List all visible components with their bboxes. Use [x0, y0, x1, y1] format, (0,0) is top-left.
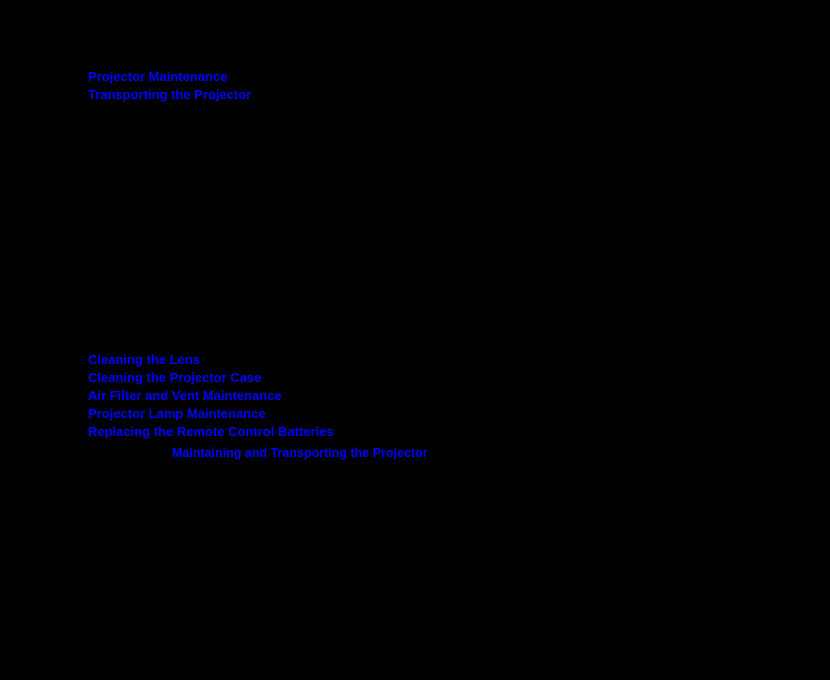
- link-transporting-the-projector[interactable]: Transporting the Projector: [88, 87, 252, 102]
- link-projector-lamp-maintenance[interactable]: Projector Lamp Maintenance: [88, 406, 266, 421]
- link-replacing-the-remote-control-batteries[interactable]: Replacing the Remote Control Batteries: [88, 424, 334, 439]
- link-air-filter-and-vent-maintenance[interactable]: Air Filter and Vent Maintenance: [88, 388, 282, 403]
- link-cleaning-the-projector-case[interactable]: Cleaning the Projector Case: [88, 370, 262, 385]
- link-maintaining-and-transporting-the-projector[interactable]: Maintaining and Transporting the Projector: [172, 446, 428, 460]
- link-cleaning-the-lens[interactable]: Cleaning the Lens: [88, 352, 200, 367]
- link-projector-maintenance[interactable]: Projector Maintenance: [88, 69, 228, 84]
